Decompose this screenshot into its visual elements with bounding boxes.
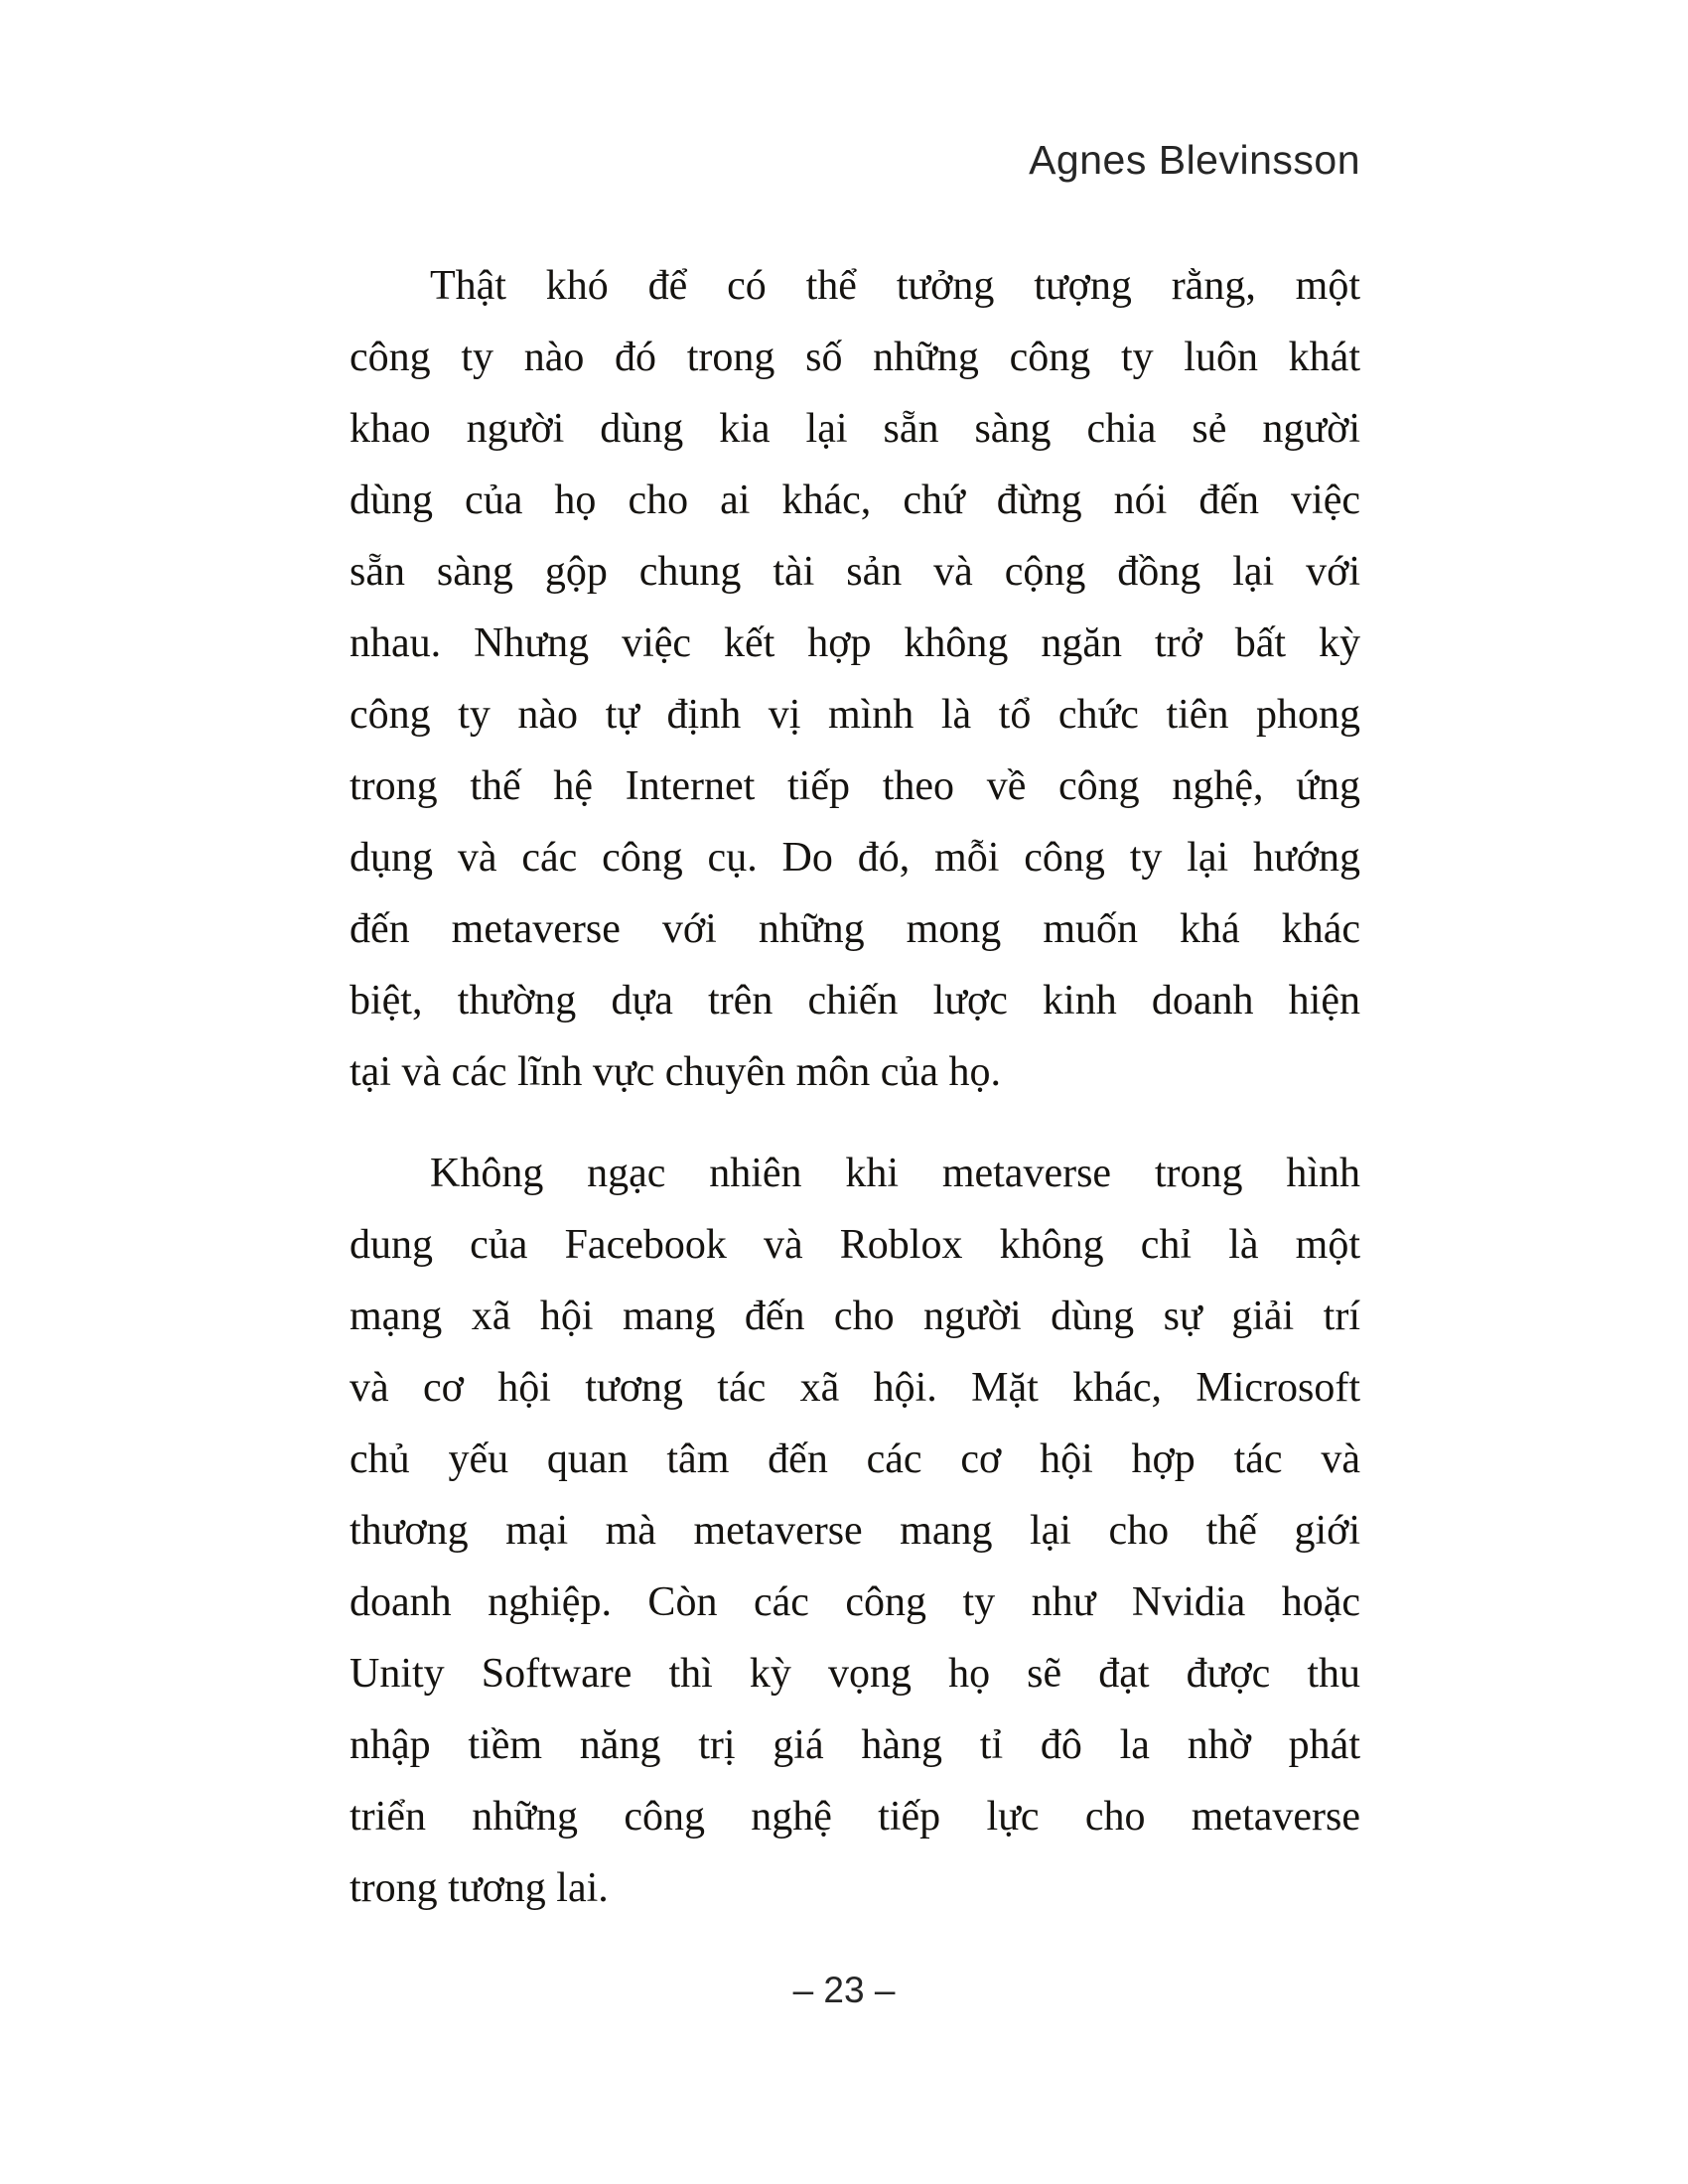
text-line: Không ngạc nhiên khi metaverse trong hình [430,1151,1360,1196]
text-line: mạng xã hội mang đến cho người dùng sự giải trí [350,1294,1360,1339]
text-line: khao người dùng kia lại sẵn sàng chia sẻ người [350,406,1360,452]
body-text [350,250,1360,1924]
text-line: dung của Facebook và Roblox không chỉ là một [350,1222,1360,1268]
text-line: dùng của họ cho ai khác, chứ đừng nói đến việc [350,478,1360,523]
paragraph-1 [350,250,1360,1108]
text-line: sẵn sàng gộp chung tài sản và cộng đồng lại với [350,549,1360,595]
text-line: thương mại mà metaverse mang lại cho thế giới [350,1508,1360,1554]
text-line: nhập tiềm năng trị giá hàng tỉ đô la nhờ phát [350,1722,1360,1768]
text-line: trong tương lai. [350,1865,609,1911]
text-line: biệt, thường dựa trên chiến lược kinh doanh hiện [350,978,1360,1024]
text-line: trong thế hệ Internet tiếp theo về công nghệ, ứng [350,763,1360,809]
paragraph-2 [350,1138,1360,1924]
running-header-author: Agnes Blevinsson [1029,137,1360,183]
text-line: doanh nghiệp. Còn các công ty như Nvidia hoặc [350,1579,1360,1625]
text-line: tại và các lĩnh vực chuyên môn của họ. [350,1049,1002,1095]
text-line: nhau. Nhưng việc kết hợp không ngăn trở bất kỳ [350,620,1360,666]
page-number: – 23 – [792,1970,896,2010]
text-line: Thật khó để có thể tưởng tượng rằng, một [430,263,1360,309]
text-line: dụng và các công cụ. Do đó, mỗi công ty lại hướng [350,835,1360,881]
text-line: và cơ hội tương tác xã hội. Mặt khác, Microsoft [350,1365,1360,1411]
text-line: chủ yếu quan tâm đến các cơ hội hợp tác và [350,1436,1360,1482]
text-line: đến metaverse với những mong muốn khá khác [350,906,1360,952]
text-line: triển những công nghệ tiếp lực cho metaverse [350,1794,1360,1840]
text-line: công ty nào tự định vị mình là tổ chức tiên phong [350,692,1360,738]
text-line: Unity Software thì kỳ vọng họ sẽ đạt được thu [350,1651,1360,1697]
text-line: công ty nào đó trong số những công ty luôn khát [350,335,1360,380]
